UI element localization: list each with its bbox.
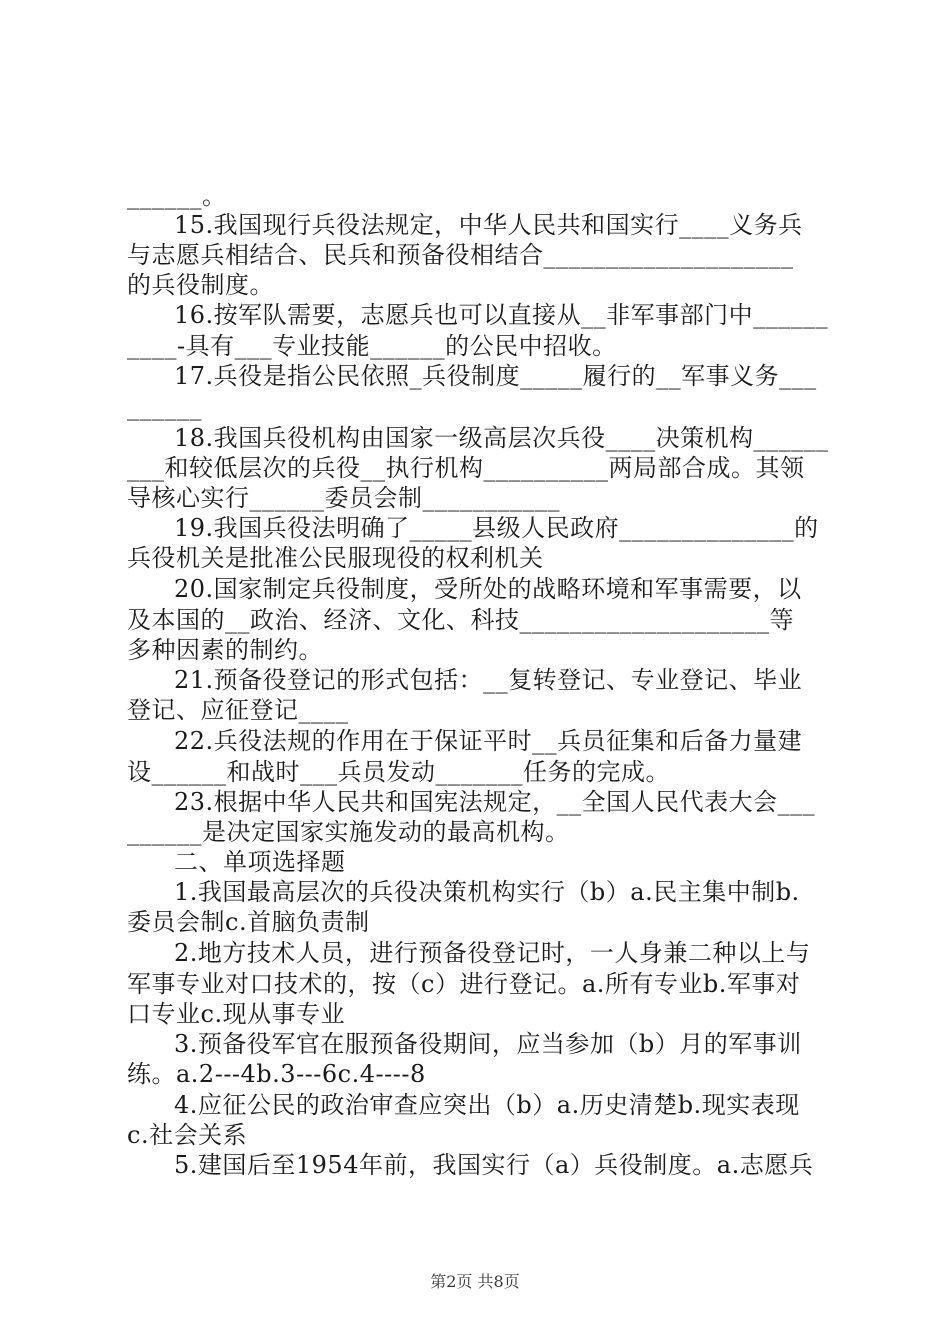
text-line: 与志愿兵相结合、民兵和预备役相结合____________________ <box>127 241 794 269</box>
text-line: 18.我国兵役机构由国家一级高层次兵役____决策机构______ <box>174 424 829 452</box>
text-line: ______。 <box>127 182 227 210</box>
text-line: ____-具有___专业技能______的公民中招收。 <box>127 332 617 360</box>
text-line: 20.国家制定兵役制度，受所处的战略环境和军事需要，以 <box>174 575 802 603</box>
text-line: 军事专业对口技术的，按（c）进行登记。a.所有专业b.军事对 <box>127 970 801 998</box>
text-line: 委员会制c.首脑负责制 <box>127 908 370 936</box>
text-line: 的兵役制度。 <box>127 271 274 299</box>
text-line: ______是决定国家实施发动的最高机构。 <box>127 818 570 846</box>
text-line: c.社会关系 <box>127 1121 248 1149</box>
text-line: 4.应征公民的政治审查应突出（b）a.历史清楚b.现实表现 <box>174 1091 800 1119</box>
text-line: 2.地方技术人员，进行预备役登记时，一人身兼二种以上与 <box>174 939 811 967</box>
text-line: ______ <box>127 393 202 421</box>
page-footer: 第2页 共8页 <box>430 1272 520 1291</box>
text-line: 多种因素的制约。 <box>127 636 323 664</box>
text-line: 16.按军队需要，志愿兵也可以直接从__非军事部门中______ <box>174 301 829 329</box>
text-line: 22.兵役法规的作用在于保证平时__兵员征集和后备力量建 <box>174 727 803 755</box>
text-line: 兵役机关是批准公民服现役的权利机关 <box>127 544 544 572</box>
text-line: 及本国的__政治、经济、文化、科技____________________等 <box>127 606 794 634</box>
text-line: 3.预备役军官在服预备役期间，应当参加（b）月的军事训 <box>174 1030 802 1058</box>
text-line: 17.兵役是指公民依照_兵役制度_____履行的__军事义务___ <box>174 362 817 390</box>
text-line: 21.预备役登记的形式包括：__复转登记、专业登记、毕业 <box>174 666 803 694</box>
text-line: 导核心实行______委员会制___________ <box>127 484 560 512</box>
section-heading: 二、单项选择题 <box>174 848 346 876</box>
text-line: 19.我国兵役法明确了_____县级人民政府______________的 <box>174 514 819 542</box>
text-line: 口专业c.现从事专业 <box>127 1000 346 1028</box>
text-line: ___和较低层次的兵役__执行机构__________两局部合成。其领 <box>127 454 805 482</box>
text-line: 23.根据中华人民共和国宪法规定，__全国人民代表大会___ <box>174 788 816 816</box>
text-line: 15.我国现行兵役法规定，中华人民共和国实行____义务兵 <box>174 211 803 239</box>
text-line: 练。a.2---4b.3---6c.4----8 <box>127 1060 426 1088</box>
text-line: 登记、应征登记____ <box>127 696 349 724</box>
text-line: 设______和战时___兵员发动_______任务的完成。 <box>127 758 670 786</box>
text-line: 5.建国后至1954年前，我国实行（a）兵役制度。a.志愿兵 <box>174 1151 814 1179</box>
text-line: 1.我国最高层次的兵役决策机构实行（b）a.民主集中制b. <box>174 878 800 906</box>
